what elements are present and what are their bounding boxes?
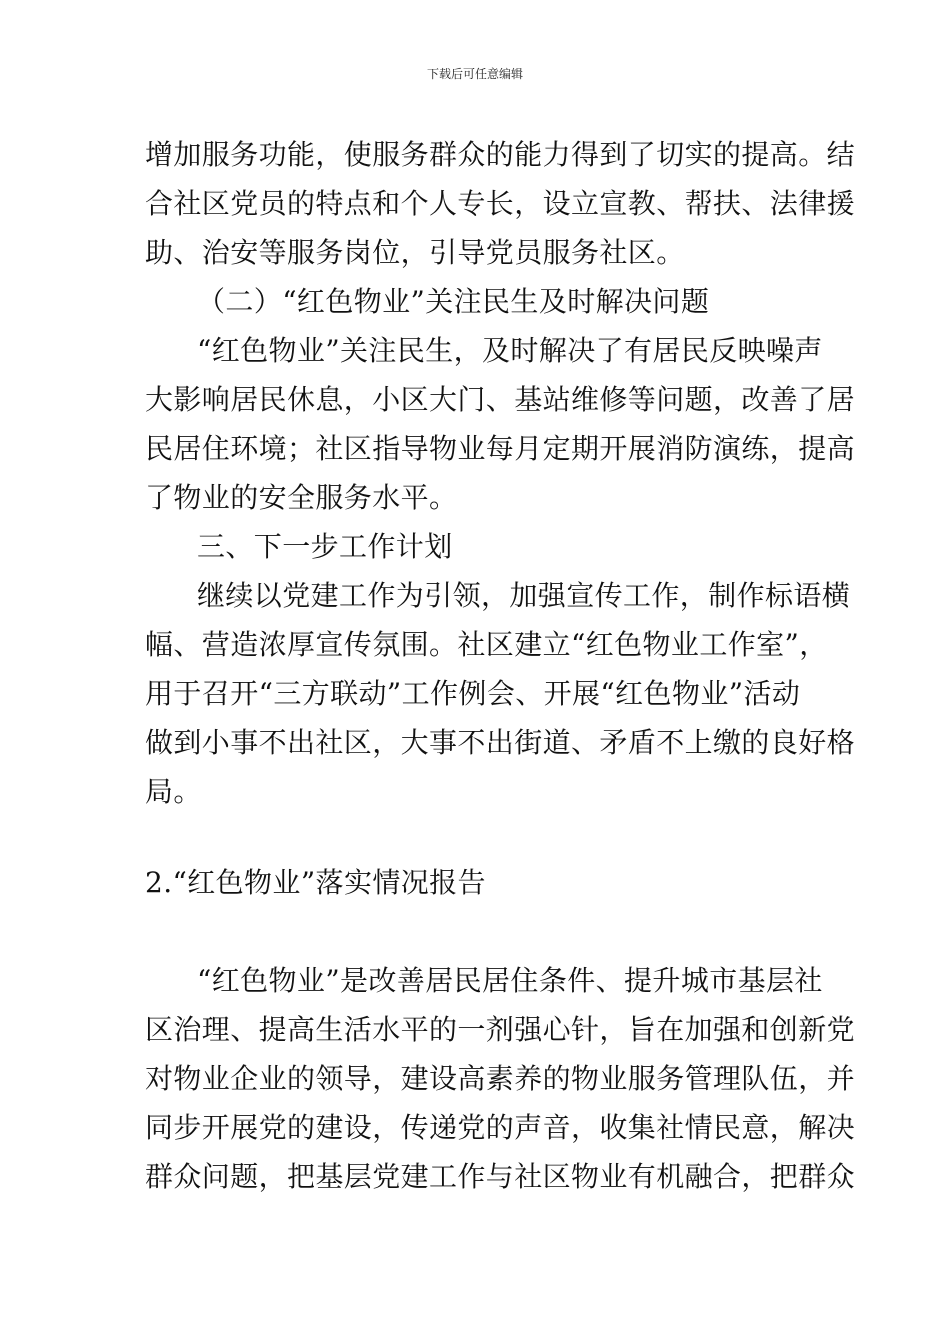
paragraph-line: 助、治安等服务岗位，引导党员服务社区。: [145, 236, 685, 269]
section-spacer: [145, 816, 810, 858]
section-spacer: [145, 907, 810, 956]
section-title: 2.“红色物业”落实情况报告: [145, 866, 486, 899]
paragraph-line: 合社区党员的特点和个人专长，设立宣教、帮扶、法律援: [145, 187, 856, 220]
paragraph-line: 群众问题，把基层党建工作与社区物业有机融合，把群众: [145, 1160, 856, 1193]
paragraph-line: 了物业的安全服务水平。: [145, 481, 458, 514]
document-body: [145, 130, 856, 1201]
paragraph-line: 继续以党建工作为引领，加强宣传工作，制作标语横: [197, 579, 851, 612]
heading-next-plan: 三、下一步工作计划: [197, 530, 453, 563]
paragraph-line: 增加服务功能，使服务群众的能力得到了切实的提高。结: [145, 138, 856, 171]
paragraph-implementation-report: [145, 956, 856, 1201]
subheading-red-property: （二）“红色物业”关注民生及时解决问题: [197, 285, 710, 318]
paragraph-line: 大影响居民休息，小区大门、基站维修等问题，改善了居: [145, 383, 856, 416]
paragraph-line: 民居住环境；社区指导物业每月定期开展消防演练，提高: [145, 432, 856, 465]
paragraph-line: 对物业企业的领导，建设高素养的物业服务管理队伍，并: [145, 1062, 856, 1095]
paragraph-line: 做到小事不出社区，大事不出街道、矛盾不上缴的良好格: [145, 726, 856, 759]
paragraph-next-plan: [145, 571, 856, 816]
paragraph-line: 同步开展党的建设，传递党的声音，收集社情民意，解决: [145, 1111, 856, 1144]
page-header-note: 下载后可任意编辑: [426, 67, 523, 81]
paragraph-line: “红色物业”是改善居民居住条件、提升城市基层社: [197, 964, 823, 997]
paragraph-service-function: [145, 130, 856, 277]
paragraph-line: 用于召开“三方联动”工作例会、开展“红色物业”活动: [145, 677, 801, 710]
paragraph-livelihood: [145, 326, 856, 522]
paragraph-line: 区治理、提高生活水平的一剂强心针，旨在加强和创新党: [145, 1013, 856, 1046]
paragraph-line: “红色物业”关注民生，及时解决了有居民反映噪声: [197, 334, 823, 367]
paragraph-line: 幅、营造浓厚宣传氛围。社区建立“红色物业工作室”，: [145, 628, 828, 661]
paragraph-line: 局。: [145, 775, 202, 808]
